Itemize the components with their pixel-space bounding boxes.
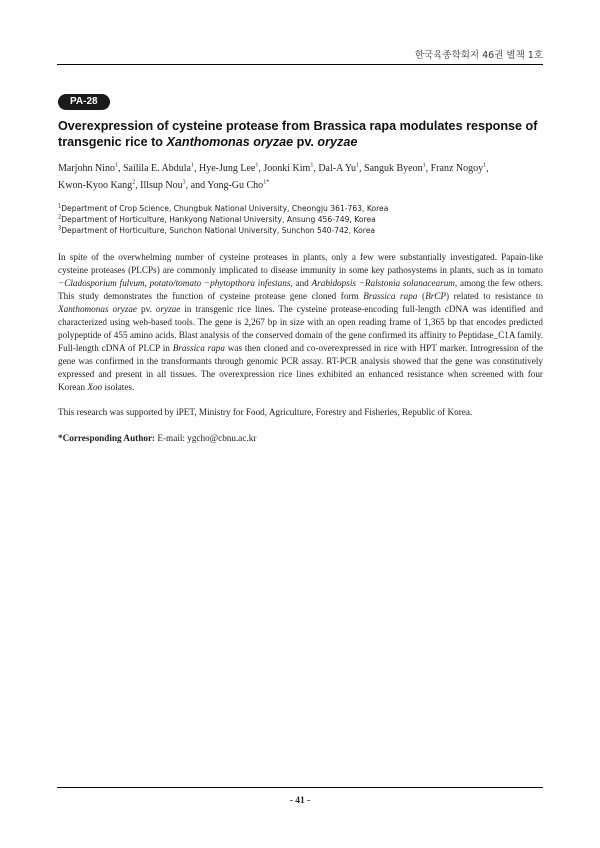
- affiliation-line: [58, 225, 548, 236]
- abstract-text-run: (: [417, 291, 426, 301]
- author-affiliation-mark: 3: [182, 179, 186, 186]
- abstract-italic-run: Brassica rapa: [363, 291, 418, 301]
- affiliation-line: [58, 203, 548, 214]
- affiliation-line: [58, 214, 548, 225]
- author-affiliation-mark: 1: [422, 162, 426, 169]
- author-affiliation-mark: 1*: [263, 179, 270, 186]
- abstract-italic-run: −Cladosporium fulvum, potato/tomato −phytopthora infestans,: [58, 278, 293, 288]
- abstract-italic-run: Brassica rapa: [172, 343, 225, 353]
- author-name: Illsup Nou: [140, 180, 183, 191]
- abstract-italic-run: Xoo: [87, 382, 103, 392]
- abstract-italic-run: oryzae: [155, 304, 181, 314]
- author-name: Sailila E. Abdula: [122, 163, 191, 174]
- author-affiliation-mark: 1: [191, 162, 194, 169]
- corresponding-label: *Corresponding Author:: [58, 433, 156, 443]
- abstract-text-run: ) related to resistance to: [446, 291, 543, 301]
- author-name: Dal-A Yu: [318, 163, 357, 174]
- author-affiliation-mark: 1: [255, 162, 259, 169]
- corresponding-email: E-mail: ygcho@cbnu.ac.kr: [155, 433, 257, 443]
- author-affiliation-mark: 1: [114, 162, 118, 169]
- author-affiliation-mark: 2: [132, 179, 136, 186]
- author-name: Sanguk Byeon: [364, 163, 423, 174]
- top-rule: [57, 64, 543, 65]
- abstract-italic-run: Arabidopsis −Ralstonia solanacearum,: [311, 278, 458, 288]
- abstract-text-run: was then cloned and co-overexpressed in rice with HPT marker. Introgression of the gene was confirmed in the transformants through genomic PCR assay. RT-PCR analysis showed that the gene was constitutively expressed and present in all tissues. The overexpression rice lines exhibited an enhanced resistance when screened with four Korean: [58, 343, 544, 392]
- affiliation-text: Department of Horticulture, Hankyong National University, Ansung 456-749, Korea: [61, 215, 376, 224]
- affiliation-text: Department of Horticulture, Sunchon National University, Sunchon 540-742, Korea: [61, 226, 376, 235]
- title-text: Overexpression of cysteine protease from Brassica rapa modulates response of transgenic rice to: [58, 119, 538, 149]
- abstract-text-run: in transgenic rice lines. The cysteine protease-encoding full-length cDNA was identified and characterized using web-based tools. The gene is 2,267 bp in size with an open reading frame of 1,365 bp that encodes predicted polypeptide of 455 amino acids. Blast analysis of the conserved domain of the gene confirmed its affinity to Peptidase_C1A family. Full-length cDNA of PLCP in: [58, 304, 543, 353]
- abstract-text-run: pv.: [137, 304, 156, 314]
- abstract-text-run: isolates.: [102, 382, 135, 392]
- author-affiliation-mark: 1: [356, 162, 360, 169]
- author-name: Kwon-Kyoo Kang: [58, 180, 133, 191]
- abstract-italic-run: BrCP: [425, 291, 447, 301]
- affiliation-number: 2: [58, 214, 62, 221]
- author-name: Yong-Gu Cho: [207, 180, 264, 191]
- affiliation-list: [58, 203, 548, 236]
- author-name: Joonki Kim: [263, 163, 311, 174]
- corresponding-author: [58, 432, 543, 445]
- affiliation-text: Department of Crop Science, Chungbuk National University, Cheongju 361-763, Korea: [61, 204, 389, 213]
- paper-title: [58, 118, 548, 150]
- author-name: Franz Nogoy: [430, 163, 484, 174]
- abstract-text-run: In spite of the overwhelming number of cysteine proteases in plants, only a few were substantially investigated. Papain-like cysteine proteases (PLCPs) are commonly implicated to disease immunity in some key pathosystems in plants, such as in tomato: [58, 252, 543, 275]
- title-pv: pv.: [293, 135, 318, 149]
- abstract-id-badge: PA-28: [58, 94, 110, 110]
- title-italic-species: Xanthomonas oryzae: [166, 135, 294, 149]
- author-list: Marjohn Nino$^1$, Sailila E. Abdula$^1$, Hye-Jung Lee$^1$, Joonki Kim$^1$, Dal-A Yu$^1$, Sanguk Byeon$^1$, Franz Nogoy$^1$, Kwon-Kyoo Kang$^2$, Illsup Nou$^3$, and Yong-Gu Cho$^{1*}$: [58, 162, 489, 191]
- affiliation-number: 1: [58, 203, 62, 210]
- abstract-text-run: and: [292, 278, 312, 288]
- funding-statement: This research was supported by iPET, Ministry for Food, Agriculture, Forestry and Fisheries, Republic of Korea.: [58, 407, 473, 417]
- author-name: Marjohn Nino: [58, 163, 115, 174]
- title-italic-pathovar: oryzae: [317, 135, 358, 149]
- page-number: - 41 -: [289, 796, 311, 806]
- journal-header: 한국육종학회지 46권 별책 1호: [414, 50, 543, 61]
- author-affiliation-mark: 1: [310, 162, 314, 169]
- bottom-rule: [57, 787, 543, 788]
- abstract-body: [58, 251, 543, 394]
- author-name: Hye-Jung Lee: [199, 163, 256, 174]
- abstract-italic-run: Xanthomonas oryzae: [58, 304, 138, 314]
- author-affiliation-mark: 1: [483, 162, 487, 169]
- abstract-text-run: among the few others. This study demonstrates the function of cysteine protease gene cloned form: [58, 278, 544, 301]
- affiliation-number: 3: [58, 225, 62, 232]
